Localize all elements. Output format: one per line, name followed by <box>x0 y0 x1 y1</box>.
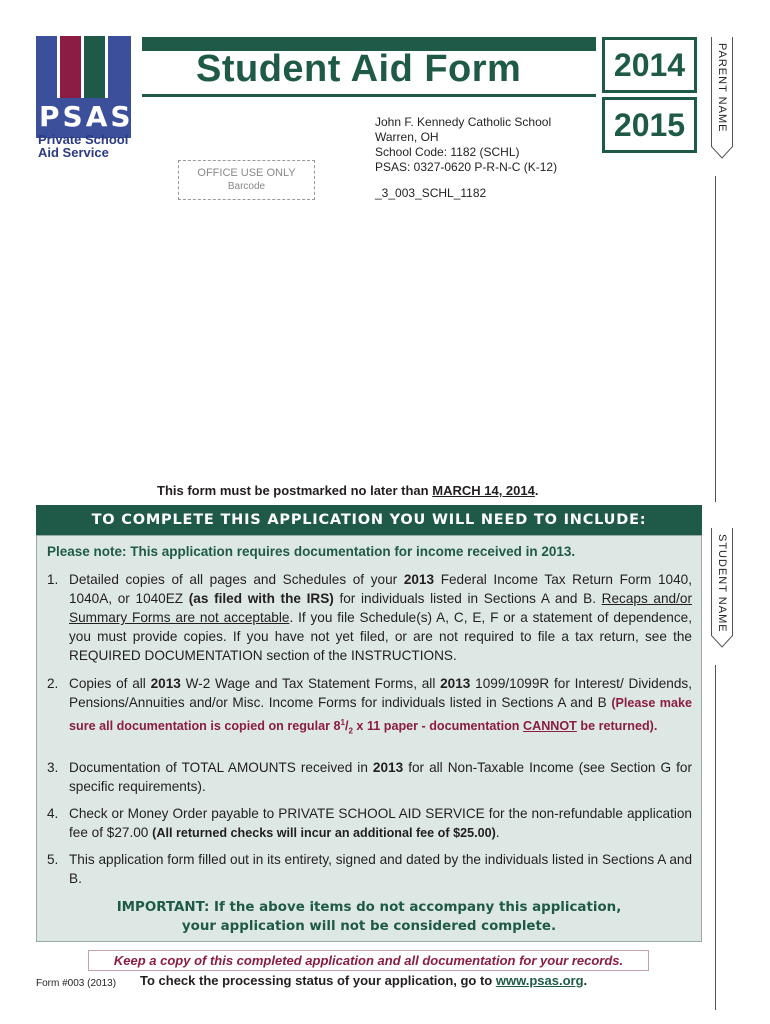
year-box-top: 2014 <box>602 37 697 93</box>
school-line: PSAS: 0327-0620 P-R-N-C (K-12) <box>375 160 558 174</box>
side-rule <box>715 176 716 502</box>
form-code: _3_003_SCHL_1182 <box>375 186 487 200</box>
office-use-label: OFFICE USE ONLY <box>197 167 296 179</box>
barcode-label: Barcode <box>227 181 266 192</box>
item-number: 3. <box>47 760 59 775</box>
important-line-1: IMPORTANT: If the above items do not accompany this application, <box>116 900 622 915</box>
logo-stripe-blue-2 <box>108 36 131 98</box>
item-number: 4. <box>47 806 59 821</box>
psas-website-link[interactable]: www.psas.org <box>495 973 584 988</box>
school-line: Warren, OH <box>375 130 439 144</box>
school-line: School Code: 1182 (SCHL) <box>375 145 520 159</box>
logo-stripe-blue <box>36 36 57 98</box>
side-rule-2 <box>715 665 716 1010</box>
important-line-2: your application will not be considered complete. <box>181 919 557 934</box>
postmark-text: This form must be postmarked no later than <box>157 483 429 498</box>
list-item <box>47 850 692 888</box>
requirements-heading: TO COMPLETE THIS APPLICATION YOU WILL NEED TO INCLUDE: <box>36 505 702 535</box>
item-text: Documentation of TOTAL AMOUNTS received in 2013 for all Non-Taxable Income (see Section G for specific requirements). <box>69 760 692 794</box>
form-number: Form #003 (2013) <box>36 978 117 989</box>
parent-tab-arrow-icon <box>711 146 733 160</box>
item-text: Copies of all 2013 W-2 Wage and Tax Statement Forms, all 2013 1099/1099R for Interest/ Dividends, Pensions/Annuities and/or Misc. Income Forms for individuals listed in Sections A and B (Please make sure all documentation is copied on regular $8^1/_2$ x 11 paper - documentation CANNOT be returned). <box>69 676 693 736</box>
student-tab-arrow-icon <box>711 635 733 649</box>
important-notice <box>36 898 702 936</box>
list-item <box>47 674 692 741</box>
item-number: 2. <box>47 676 59 691</box>
logo-stripe-green <box>84 36 105 98</box>
item-text: This application form filled out in its entirety, signed and dated by the individuals listed in Sections A and B. <box>69 852 692 886</box>
postmark-notice <box>157 483 538 498</box>
logo-line-2: Aid Service <box>38 145 109 160</box>
item-number: 1. <box>47 572 59 587</box>
parent-name-tab <box>711 37 733 147</box>
keep-copy-notice: Keep a copy of this completed application and all documentation for your records. <box>88 950 649 971</box>
item-text: Check or Money Order payable to PRIVATE SCHOOL AID SERVICE for the non-refundable application fee of $27.00 (All returned checks will incur an additional fee of $25.00). <box>69 806 692 840</box>
school-line: John F. Kennedy Catholic School <box>375 115 552 129</box>
parent-name-label: PARENT NAME <box>716 43 728 133</box>
year-box-bottom: 2015 <box>602 97 697 153</box>
student-name-tab <box>711 528 733 636</box>
list-item <box>47 804 692 843</box>
logo-letters: PSAS <box>39 100 134 133</box>
school-info <box>375 115 557 175</box>
psas-logo <box>36 36 134 160</box>
list-item <box>47 570 692 665</box>
list-item <box>47 758 692 796</box>
office-use-box <box>178 160 315 200</box>
logo-line-1: Private School <box>38 132 129 147</box>
postmark-period: . <box>534 483 539 498</box>
documentation-note: Please note: This application requires documentation for income received in 2013. <box>47 544 576 559</box>
postmark-date: MARCH 14, 2014 <box>432 483 535 498</box>
item-number: 5. <box>47 852 59 867</box>
page-title: Student Aid Form <box>196 48 522 90</box>
status-notice: To check the processing status of your application, go to www.psas.org. <box>140 973 588 988</box>
student-name-label: STUDENT NAME <box>716 534 728 633</box>
item-text: Detailed copies of all pages and Schedules of your 2013 Federal Income Tax Return Form 1040, 1040A, or 1040EZ (as filed with the IRS) for individuals listed in Sections A and B. Recaps and/or Summary Forms are not acceptable. If you file Schedule(s) A, C, E, F or a statement of dependence, you must provide copies. If you have not yet filed, or are not required to file a tax return, see the REQUIRED DOCUMENTATION section of the INSTRUCTIONS. <box>69 572 692 663</box>
logo-stripe-maroon <box>60 36 81 98</box>
title-rule <box>142 94 596 97</box>
